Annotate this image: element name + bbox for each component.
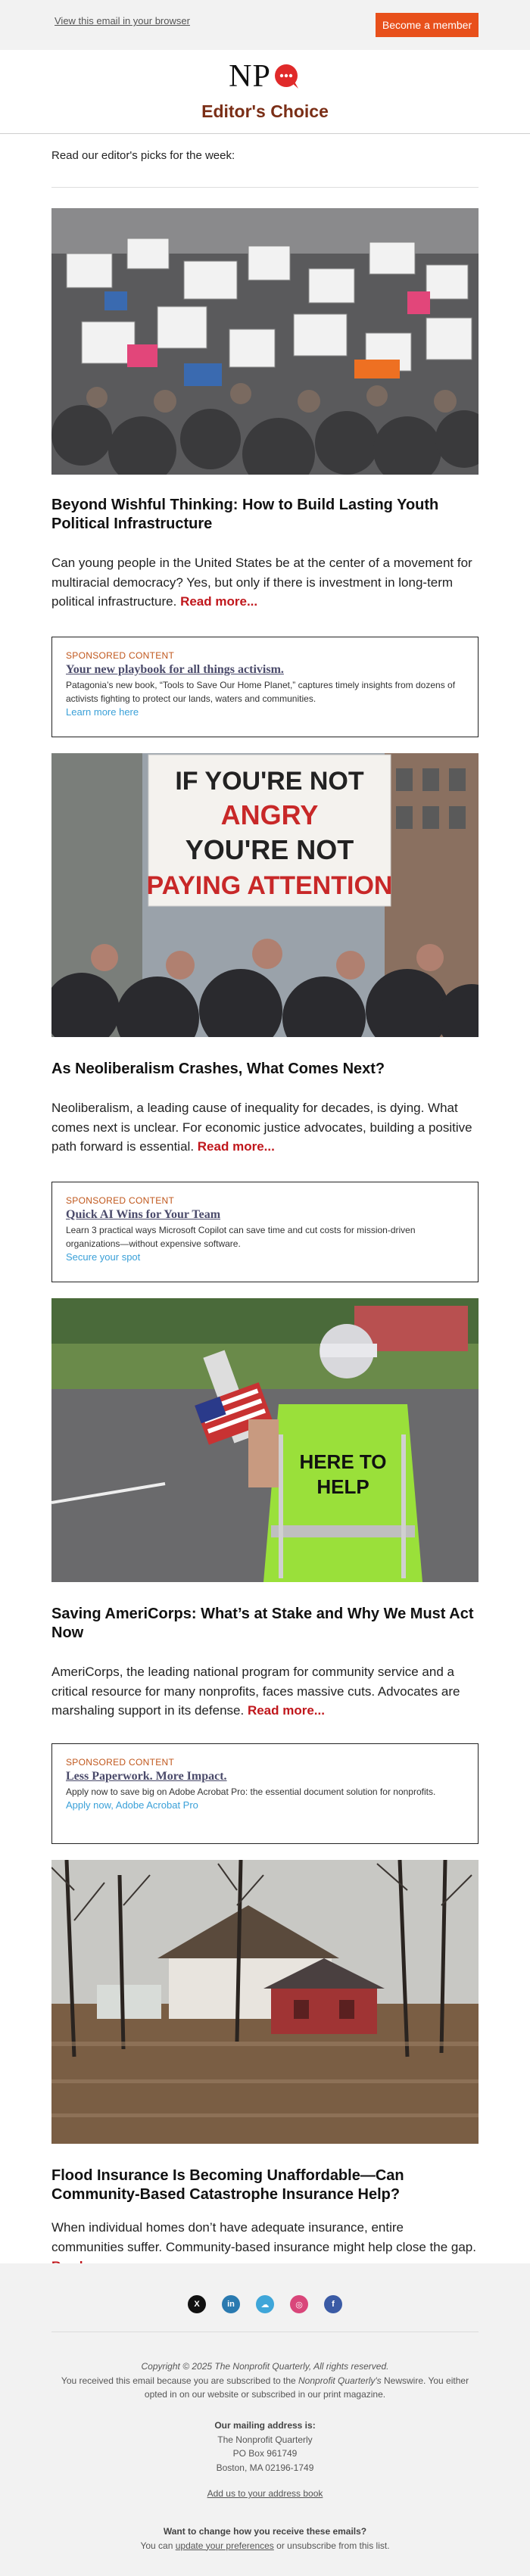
footer <box>0 2263 530 2576</box>
flooded-houses-photo <box>51 1860 479 2144</box>
sponsored-cta-link[interactable]: Secure your spot <box>66 1251 141 1263</box>
article-1 <box>51 496 479 612</box>
address-line: The Nonprofit Quarterly <box>217 2434 313 2445</box>
mailing-address <box>51 2419 479 2475</box>
article-4 <box>51 2166 479 2276</box>
instagram-icon[interactable]: ◎ <box>290 2295 308 2313</box>
notice-publication: Nonprofit Quarterly's <box>298 2375 382 2386</box>
article-2-image[interactable] <box>51 753 479 1037</box>
intro-text: Read our editor's picks for the week: <box>51 149 235 162</box>
sponsored-text: Apply now to save big on Adobe Acrobat Pro: the essential document solution for nonprofits. <box>66 1786 436 1797</box>
article-summary <box>51 1098 479 1157</box>
sponsored-content-box <box>51 1743 479 1844</box>
vest-line-1: HERE TO <box>299 1450 387 1473</box>
article-title[interactable]: Flood Insurance Is Becoming Unaffordable—Can Community-Based Catastrophe Insurance Help? <box>51 2167 404 2203</box>
address-book <box>51 2487 479 2501</box>
sign-line-1: IF YOU'RE NOT <box>175 767 364 796</box>
article-summary-text: AmeriCorps, the leading national program for community service and a critical resource for many nonprofits, faces massive cuts. Advocates are marshaling support in its defense. <box>51 1665 460 1718</box>
notice-text: You received this email because you are subscribed to the <box>61 2375 298 2386</box>
copyright-text: Copyright © 2025 The Nonprofit Quarterly, All rights reserved. <box>141 2361 389 2372</box>
sponsored-label: SPONSORED CONTENT <box>66 650 175 661</box>
sign-line-2: ANGRY <box>220 799 319 830</box>
x-icon[interactable]: X <box>188 2295 206 2313</box>
sponsored-text: Learn 3 practical ways Microsoft Copilot can save time and cut costs for mission-driven organizations—without expensive software. <box>66 1225 416 1249</box>
sponsored-label: SPONSORED CONTENT <box>66 1195 175 1206</box>
preferences-text: or <box>273 2540 288 2551</box>
article-title[interactable]: Beyond Wishful Thinking: How to Build Lasting Youth Political Infrastructure <box>51 497 439 532</box>
become-member-button[interactable]: Become a member <box>376 13 479 37</box>
sponsored-content-box <box>51 637 479 737</box>
vest-line-2: HELP <box>316 1475 369 1498</box>
masthead <box>0 50 530 134</box>
article-title[interactable]: Saving AmeriCorps: What’s at Stake and Why We Must Act Now <box>51 1606 474 1641</box>
update-preferences-link[interactable]: update your preferences <box>175 2540 274 2551</box>
article-summary <box>51 1662 479 1721</box>
volunteer-vest-photo <box>51 1298 479 1582</box>
address-line: PO Box 961749 <box>232 2448 298 2459</box>
article-title[interactable]: As Neoliberalism Crashes, What Comes Next? <box>51 1061 385 1077</box>
preferences-text: . <box>387 2540 390 2551</box>
notice-text: Newswire. You either opted in on our website or subscribed in our print magazine. <box>144 2375 469 2400</box>
divider <box>51 187 479 188</box>
angry-sign-protest-photo <box>51 753 479 1037</box>
divider <box>51 2331 479 2332</box>
preferences-text: You can <box>140 2540 176 2551</box>
bluesky-icon[interactable]: ☁ <box>256 2295 274 2313</box>
logo-text: NP <box>229 59 271 94</box>
sponsored-title-link[interactable]: Your new playbook for all things activism. <box>66 663 284 676</box>
facebook-icon[interactable]: f <box>324 2295 342 2313</box>
editors-choice-title: Editor's Choice <box>201 101 329 121</box>
top-bar <box>0 0 530 50</box>
protest-crowd-photo <box>51 208 479 475</box>
read-more-link[interactable]: Read more... <box>197 1139 275 1154</box>
sponsored-cta-link[interactable]: Learn more here <box>66 706 139 718</box>
view-in-browser-link[interactable]: View this email in your browser <box>55 15 190 26</box>
sponsored-cta-link[interactable]: Apply now, Adobe Acrobat Pro <box>66 1799 198 1811</box>
sponsored-content-box <box>51 1182 479 1282</box>
article-summary-text: When individual homes don’t have adequate insurance, entire communities suffer. Community-based insurance might help close the gap. <box>51 2220 476 2254</box>
preferences-section <box>51 2525 479 2553</box>
subscription-notice <box>51 2374 479 2402</box>
sponsored-label: SPONSORED CONTENT <box>66 1757 175 1768</box>
sponsored-text: Patagonia’s new book, “Tools to Save Our Home Planet,” captures timely insights from dozens of activists fighting to protect our lands, waters and communities. <box>66 680 456 704</box>
sponsored-title-link[interactable]: Quick AI Wins for Your Team <box>66 1208 221 1221</box>
article-1-image[interactable] <box>51 208 479 475</box>
article-3-image[interactable] <box>51 1298 479 1582</box>
address-line: Boston, MA 02196-1749 <box>216 2462 314 2473</box>
sign-line-3: YOU'RE NOT <box>185 834 354 865</box>
social-links <box>0 2295 530 2313</box>
article-3 <box>51 1605 479 1721</box>
change-emails-label: Want to change how you receive these emails? <box>163 2526 367 2537</box>
article-2 <box>51 1060 479 1157</box>
read-more-link[interactable]: Read more... <box>180 594 258 609</box>
add-address-book-link[interactable]: Add us to your address book <box>207 2488 323 2499</box>
article-4-image[interactable] <box>51 1860 479 2144</box>
unsubscribe-link[interactable]: unsubscribe from this list <box>287 2540 388 2551</box>
sponsored-title-link[interactable]: Less Paperwork. More Impact. <box>66 1770 227 1783</box>
logo-q-bubble-icon <box>273 62 301 91</box>
article-summary-text: Can young people in the United States be at the center of a movement for multiracial democracy? Yes, but only if there is investment in long-term political infrastructure. <box>51 556 472 609</box>
read-more-link[interactable]: Read more... <box>247 1703 325 1718</box>
article-summary <box>51 553 479 612</box>
sign-line-4: PAYING ATTENTION <box>146 871 393 900</box>
npq-logo[interactable] <box>0 61 530 92</box>
article-summary-text: Neoliberalism, a leading cause of inequality for decades, is dying. What comes next is unclear. For economic justice advocates, building a positive path forward is essential. <box>51 1101 472 1154</box>
footer-legal <box>51 2360 479 2402</box>
mailing-address-label: Our mailing address is: <box>214 2420 316 2431</box>
linkedin-icon[interactable]: in <box>222 2295 240 2313</box>
